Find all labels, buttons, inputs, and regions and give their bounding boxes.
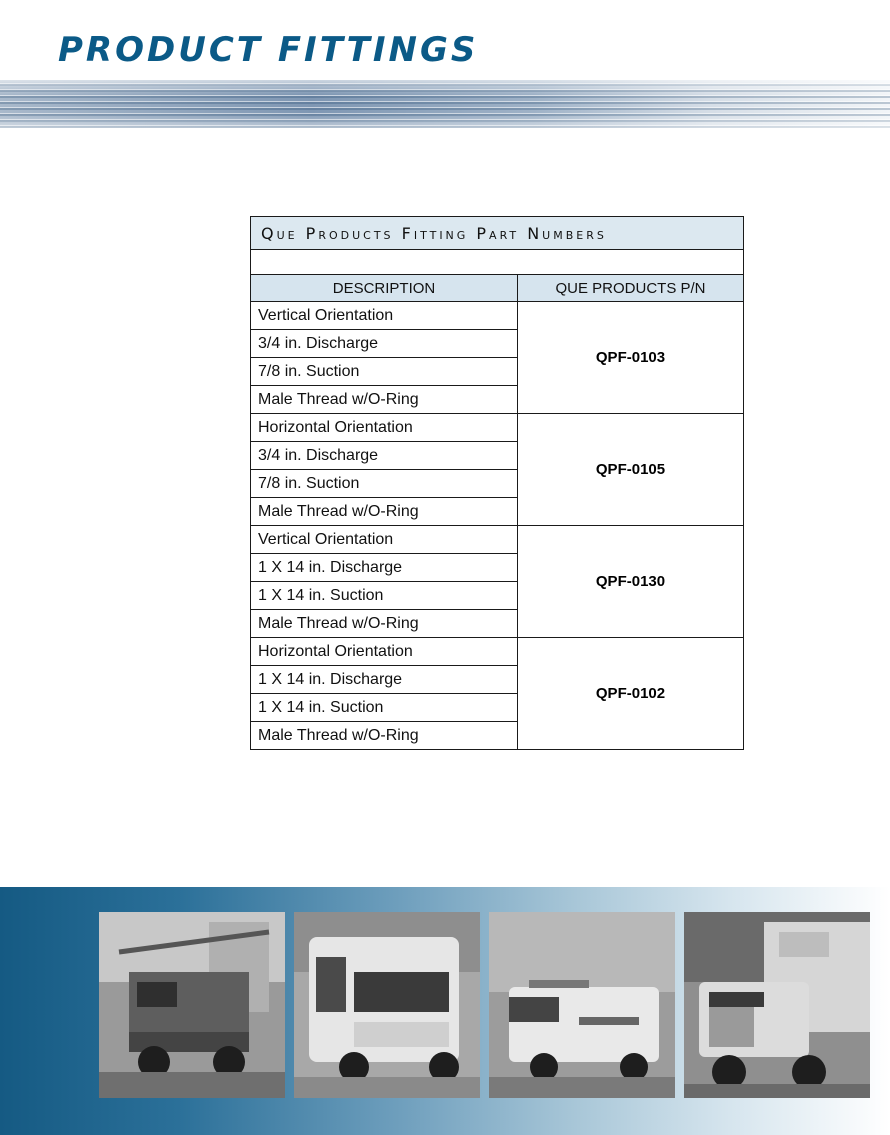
description-cell: 3/4 in. Discharge	[251, 330, 518, 358]
ambulance-photo	[489, 912, 675, 1098]
fitting-part-numbers-table	[250, 216, 744, 750]
description-cell: Male Thread w/O-Ring	[251, 610, 518, 638]
description-cell: Male Thread w/O-Ring	[251, 498, 518, 526]
description-cell: Male Thread w/O-Ring	[251, 722, 518, 750]
description-cell: Vertical Orientation	[251, 302, 518, 330]
column-header-description: DESCRIPTION	[251, 275, 518, 302]
description-cell: 3/4 in. Discharge	[251, 442, 518, 470]
description-cell: Horizontal Orientation	[251, 638, 518, 666]
description-cell: 7/8 in. Suction	[251, 470, 518, 498]
table-row	[251, 526, 744, 554]
header-stripe-bar	[0, 80, 890, 128]
description-cell: Vertical Orientation	[251, 526, 518, 554]
description-cell: Male Thread w/O-Ring	[251, 386, 518, 414]
description-cell: 1 X 14 in. Discharge	[251, 666, 518, 694]
part-number-cell: QPF-0102	[518, 638, 744, 750]
table-spacer-row	[251, 250, 744, 275]
description-cell: Horizontal Orientation	[251, 414, 518, 442]
table-row	[251, 302, 744, 330]
table-row	[251, 414, 744, 442]
column-header-part-number: QUE PRODUCTS P/N	[518, 275, 744, 302]
part-number-cell: QPF-0105	[518, 414, 744, 526]
description-cell: 1 X 14 in. Discharge	[251, 554, 518, 582]
refrigerated-truck-photo	[684, 912, 870, 1098]
description-cell: 1 X 14 in. Suction	[251, 582, 518, 610]
table-title: Que Products Fitting Part Numbers	[251, 217, 744, 250]
part-number-cell: QPF-0103	[518, 302, 744, 414]
shuttle-bus-photo	[294, 912, 480, 1098]
fire-truck-photo	[99, 912, 285, 1098]
description-cell: 1 X 14 in. Suction	[251, 694, 518, 722]
description-cell: 7/8 in. Suction	[251, 358, 518, 386]
part-number-cell: QPF-0130	[518, 526, 744, 638]
table-row	[251, 638, 744, 666]
page-title: PRODUCT FITTINGS	[58, 30, 479, 70]
